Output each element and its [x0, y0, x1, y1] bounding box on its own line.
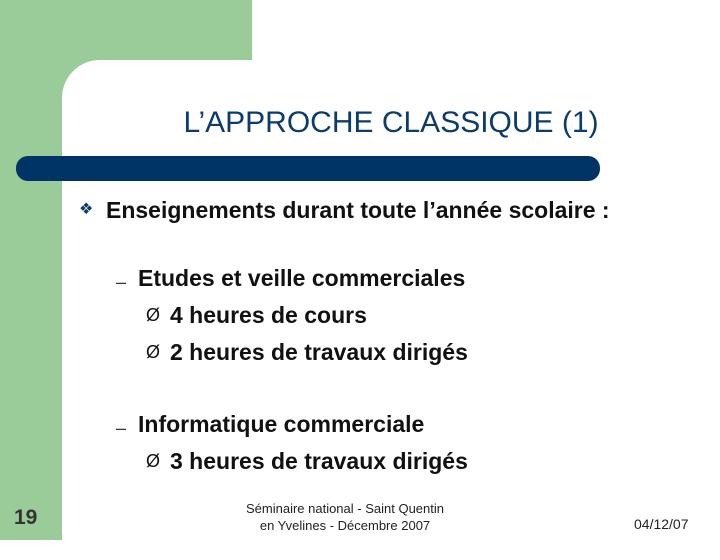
diamond-bullet-icon: ❖ — [79, 201, 94, 218]
subitem-label: Informatique commerciale — [138, 411, 425, 437]
dash-bullet-icon: – — [116, 418, 127, 438]
arrow-bullet-icon: Ø — [146, 305, 161, 325]
slide-number: 19 — [14, 506, 38, 529]
footer-caption-line: en Yvelines - Décembre 2007 — [259, 518, 431, 533]
dash-bullet-icon: – — [116, 272, 127, 292]
subitem-detail: 2 heures de travaux dirigés — [170, 339, 468, 365]
arrow-bullet-icon: Ø — [146, 451, 161, 471]
subitem-detail: 4 heures de cours — [170, 302, 367, 328]
footer-date: 04/12/07 — [634, 516, 689, 532]
footer-caption-line: Séminaire national - Saint Quentin — [245, 501, 444, 516]
subitem-detail: 3 heures de travaux dirigés — [170, 448, 468, 474]
footer-caption — [230, 500, 460, 534]
main-bullet-text: Enseignements durant toute l’année scolaire : — [106, 197, 610, 223]
slide-title: L’APPROCHE CLASSIQUE (1) — [183, 106, 599, 139]
title-underline-bar — [16, 156, 600, 181]
subitem-label: Etudes et veille commerciales — [138, 265, 466, 291]
arrow-bullet-icon: Ø — [146, 342, 161, 362]
